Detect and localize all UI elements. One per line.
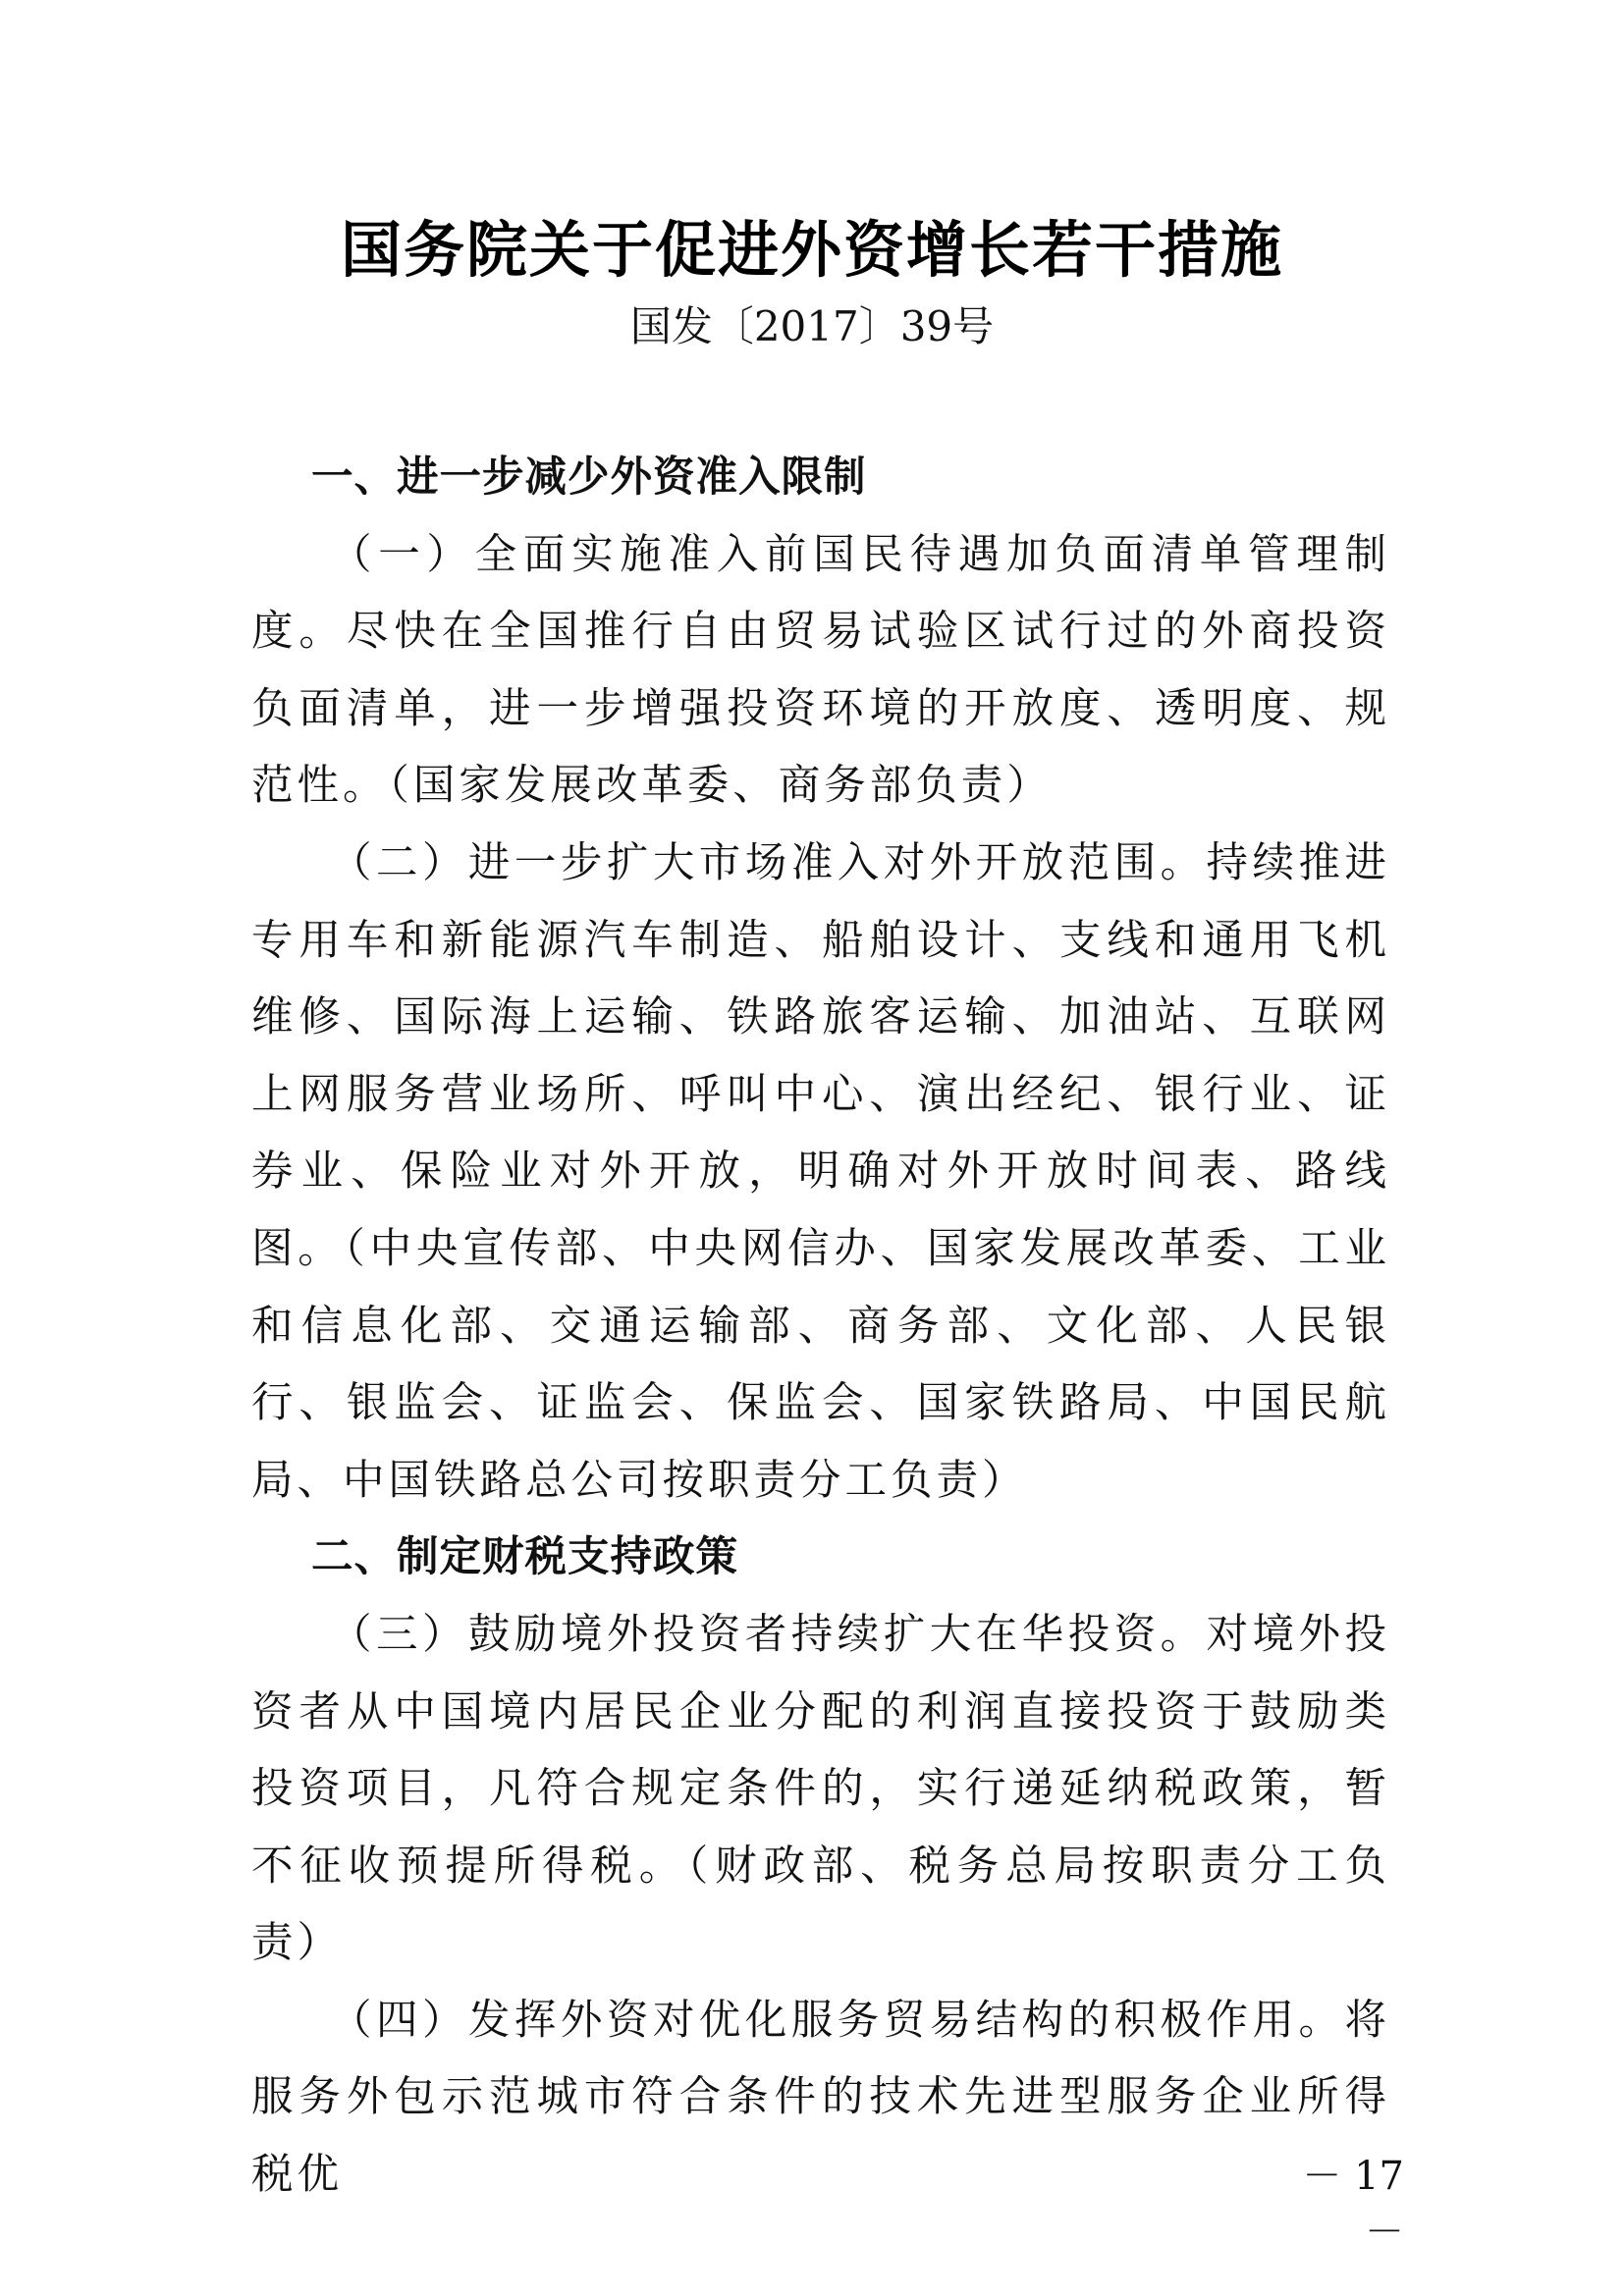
paragraph-text: 将服务外包示范城市符合条件的技术先进型服务企业所得税优: [251, 1996, 1390, 2200]
document-body: [251, 440, 1390, 2215]
paragraph-2: [251, 826, 1390, 1520]
paragraph-4: [251, 1983, 1390, 2215]
paragraph-lead: （一）全面实施准入前国民待遇加负面清单管理制度。: [251, 530, 1390, 657]
paragraph-lead: （二）进一步扩大市场准入对外开放范围。: [330, 838, 1207, 887]
page-number: － 17 －: [1302, 2154, 1404, 2255]
paragraph-text: 对境外投资者从中国境内居民企业分配的利润直接投资于鼓励类投资项目，凡符合规定条件的，实行递延纳税政策，暂不征收预提所得税。（财政部、税务总局按职责分工负责）: [251, 1610, 1390, 1968]
paragraph-lead: （三）鼓励境外投资者持续扩大在华投资。: [330, 1610, 1207, 1659]
paragraph-text: 尽快在全国推行自由贸易试验区试行过的外商投资负面清单，进一步增强投资环境的开放度、透明度、规范性。（国家发展改革委、商务部负责）: [251, 608, 1390, 811]
section-heading-2: 二、制定财税支持政策: [311, 1533, 739, 1582]
paragraph-lead: （四）发挥外资对优化服务贸易结构的积极作用。: [330, 1996, 1345, 2045]
section-heading-1: 一、进一步减少外资准入限制: [311, 454, 867, 502]
paragraph-text: 持续推进专用车和新能源汽车制造、船舶设计、支线和通用飞机维修、国际海上运输、铁路旅客运输、加油站、互联网上网服务营业场所、呼叫中心、演出经纪、银行业、证券业、保险业对外开放，明确对外开放时间表、路线图。（中央宣传部、中央网信办、国家发展改革委、工业和信息化部、交通运输部、商务部、文化部、人民银行、银监会、证监会、保监会、国家铁路局、中国民航局、中国铁路总公司按职责分工负责）: [251, 838, 1390, 1505]
paragraph-3: [251, 1597, 1390, 1983]
document-number: 国发〔2017〕39号: [629, 302, 995, 350]
document-title: 国务院关于促进外资增长若干措施: [340, 214, 1283, 286]
paragraph-1: [251, 517, 1390, 826]
